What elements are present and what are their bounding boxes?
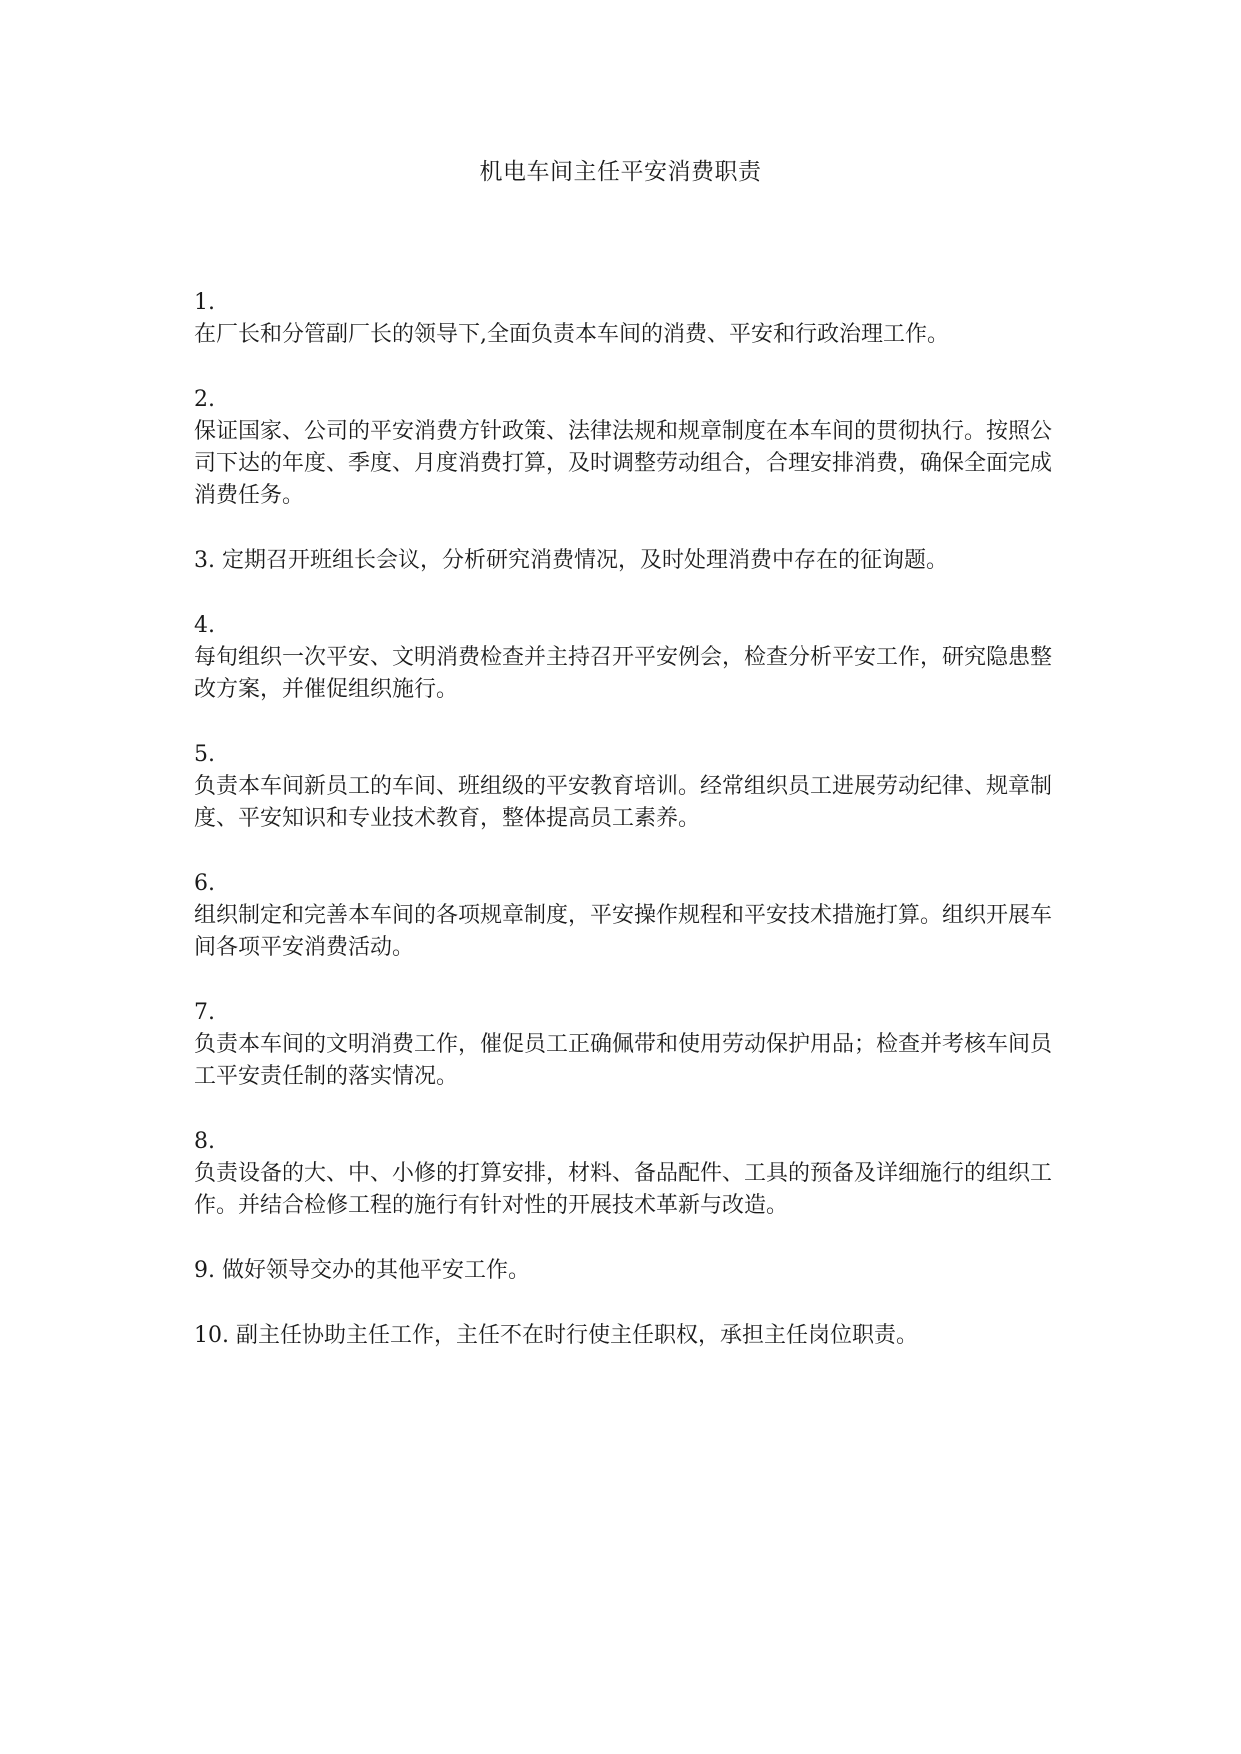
item-number: 3. [194,548,222,573]
list-item [194,545,1054,577]
item-text: 定期召开班组长会议，分析研究消费情况，及时处理消费中存在的征询题。 [221,548,948,573]
list-item [194,1255,1054,1287]
item-number: 2. [194,387,215,412]
item-number: 9. [194,1258,222,1283]
list-item [194,287,1054,351]
item-text: 负责本车间的文明消费工作，催促员工正确佩带和使用劳动保护用品；检查并考核车间员工平安责任制的落实情况。 [194,1032,1053,1089]
item-number: 1. [194,290,215,315]
item-number: 10. [194,1323,236,1348]
item-number: 4. [194,613,215,638]
item-text: 副主任协助主任工作，主任不在时行使主任职权，承担主任岗位职责。 [235,1323,918,1348]
item-number: 7. [194,1000,215,1025]
item-text: 保证国家、公司的平安消费方针政策、法律法规和规章制度在本车间的贯彻执行。按照公司下达的年度、季度、月度消费打算，及时调整劳动组合，合理安排消费，确保全面完成消费任务。 [194,419,1053,508]
item-text: 负责本车间新员工的车间、班组级的平安教育培训。经常组织员工进展劳动纪律、规章制度、平安知识和专业技术教育，整体提高员工素养。 [194,774,1053,831]
item-number: 5. [194,742,215,767]
list-item [194,997,1054,1093]
item-text: 组织制定和完善本车间的各项规章制度，平安操作规程和平安技术措施打算。组织开展车间各项平安消费活动。 [194,903,1053,960]
list-item [194,384,1054,512]
list-item [194,1320,1054,1352]
page-title: 机电车间主任平安消费职责 [479,159,762,185]
list-item [194,868,1054,964]
item-number: 6. [194,871,215,896]
item-text: 负责设备的大、中、小修的打算安排，材料、备品配件、工具的预备及详细施行的组织工作。并结合检修工程的施行有针对性的开展技术革新与改造。 [194,1161,1053,1218]
list-item [194,610,1054,706]
list-item [194,739,1054,835]
item-number: 8. [194,1129,215,1154]
item-text: 做好领导交办的其他平安工作。 [221,1258,530,1283]
item-text: 在厂长和分管副厂长的领导下,全面负责本车间的消费、平安和行政治理工作。 [194,322,949,347]
item-text: 每旬组织一次平安、文明消费检查并主持召开平安例会，检查分析平安工作，研究隐患整改方案，并催促组织施行。 [194,645,1053,702]
list-item [194,1126,1054,1222]
responsibility-list [194,287,1054,1385]
